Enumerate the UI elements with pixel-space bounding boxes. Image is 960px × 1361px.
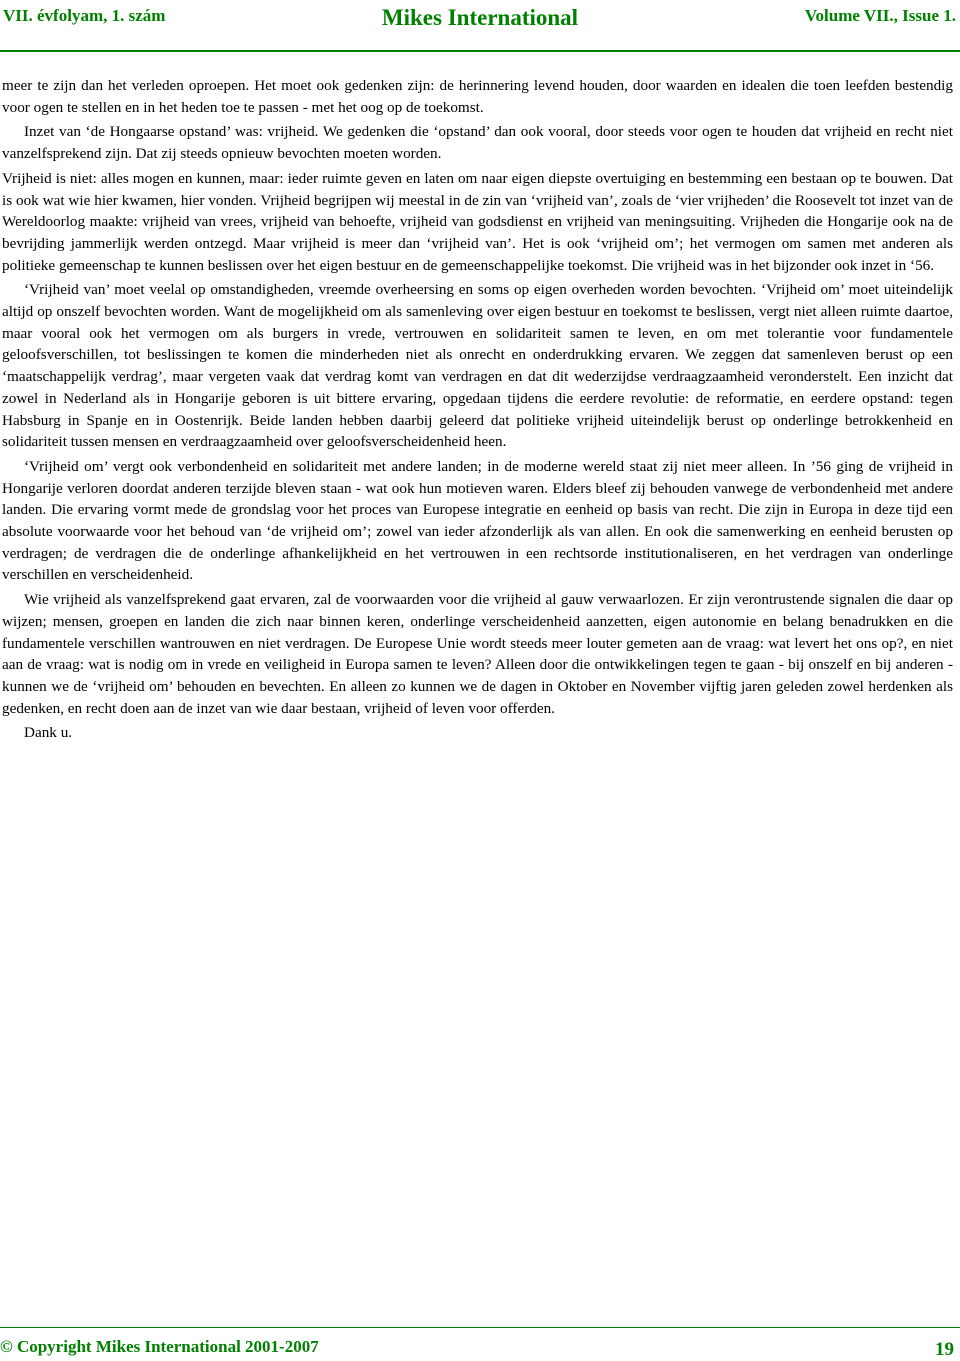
header-journal-title: Mikes International bbox=[381, 5, 579, 30]
footer-divider bbox=[0, 1327, 960, 1328]
closing-line: Dank u. bbox=[24, 724, 73, 742]
article-body bbox=[2, 75, 953, 747]
paragraph: Inzet van ‘de Hongaarse opstand’ was: vrijheid. We gedenken die ‘opstand’ dan ook vooral, door steeds voor ogen te houden dat vrijheid en recht niet vanzelfsprekend zijn. Dat zij steeds opnieuw bevochten moeten worden. bbox=[2, 123, 953, 163]
paragraph: ‘Vrijheid om’ vergt ook verbondenheid en solidariteit met andere landen; in de moderne wereld staat zij niet meer alleen. In ’56 ging de vrijheid in Hongarije verloren doordat anderen terzijde bleven staan - wat ook hun motieven waren. Elders bleef zij behouden vanwege de verbondenheid met andere landen. Die ervaring vormt mede de grondslag voor het proces van Europese integratie en eenheid op basis van recht. Die zijn in Europa in deze tijd een absolute voorwaarde voor het behoud van ‘de vrijheid om’; zowel van ieder afzonderlijk als van allen. En ook die samenwerking en eenheid berusten op verdragen; de verdragen die de onderlinge afhankelijkheid en het vertrouwen in een rechtsorde institutionaliseren, en het verdragen van onderlinge verschillen en verscheidenheid. bbox=[2, 457, 953, 584]
header-volume-english: Volume VII., Issue 1. bbox=[804, 6, 956, 25]
header-volume-hungarian: VII. évfolyam, 1. szám bbox=[3, 6, 166, 25]
footer-copyright: © Copyright Mikes International 2001-2007 bbox=[0, 1337, 319, 1356]
paragraph: meer te zijn dan het verleden oproepen. Het moet ook gedenken zijn: de herinnering levend houden, door waarden en idealen die toen leefden bestendig voor ogen te stellen en in het heden toe te passen - met het oog op de toekomst. bbox=[2, 77, 953, 116]
page-header bbox=[0, 0, 960, 44]
header-divider bbox=[0, 50, 960, 52]
paragraph: Wie vrijheid als vanzelfsprekend gaat ervaren, zal de voorwaarden voor die vrijheid al gauw verwaarlozen. Er zijn verontrustende signalen die daar op wijzen; mensen, groepen en landen die zich naar binnen keren, onderlinge verscheidenheid aanzetten, eigen autonomie en belang benadrukken en die fundamentele verschillen wantrouwen en niet verdragen. De Europese Unie wordt steeds meer louter gemeten aan de vraag: wat levert het ons op?, en niet aan de vraag: wat is nodig om in vrede en veiligheid in Europa samen te leven? Alleen door die ontwikkelingen tegen te gaan - bij onszelf en bij anderen - kunnen we de ‘vrijheid om’ behouden en bevechten. En alleen zo kunnen we de dagen in Oktober en November vijftig jaren geleden zowel herdenken als gedenken, en recht doen aan de inzet van wie daar bestaan, vrijheid of leven voor offerden. bbox=[2, 591, 953, 717]
paragraph: Vrijheid is niet: alles mogen en kunnen, maar: ieder ruimte geven en laten om naar eigen diepste overtuiging en bestemming een bestaan op te bouwen. Dat is ook wat wie hier kwamen, hier vonden. Vrijheid begrijpen wij meestal in de zin van ‘vrijheid van’, zoals de ‘vier vrijheden’ die Roosevelt tot inzet van de Wereldoorlog maakte: vrijheid van vrees, vrijheid van behoefte, vrijheid van godsdienst en vrijheid van meningsuiting. Vrijheden die Hongarije ook na de bevrijding jammerlijk werden ontzegd. Maar vrijheid is meer dan ‘vrijheid van’. Het is ook ‘vrijheid om’; het vermogen om samen met anderen als politieke gemeenschap te kunnen beslissen over het eigen bestuur en de gemeenschappelijke toekomst. Die vrijheid was in het bijzonder ook inzet in ‘56. bbox=[2, 169, 953, 274]
page-number: 19 bbox=[935, 1339, 954, 1360]
paragraph: ‘Vrijheid van’ moet veelal op omstandigheden, vreemde overheersing en soms op eigen overheden worden bevochten. ‘Vrijheid om’ moet uiteindelijk altijd op onszelf bevochten worden. Want de mogelijkheid om als samenleving over eigen bestuur en toekomst te beslissen, vergt niet alleen ruimte daartoe, maar vooral ook het vermogen om als burgers in vrede, vertrouwen en solidariteit samen te leven, en om met tolerantie voor fundamentele geloofsverschillen, tot beslissingen te komen die minderheden niet als onrecht en onderdrukking ervaren. We zeggen dat samenleven berust op een ‘maatschappelijk verdrag’, maar vergeten vaak dat verdrag komt van verdragen en dat dit wederzijdse verdraagzaamheid veronderstelt. Een inzicht dat zowel in Nederland als in Hongarije geboren is uit bittere ervaring, opgedaan tijdens die eerdere revolutie: de reformatie, en eerdere opstand: tegen Habsburg in Spanje en in Oostenrijk. Beide landen hebben daarbij geleerd dat politieke vrijheid uiteindelijk berust op onderlinge betrokkenheid en solidariteit tussen mensen en verdraagzaamheid over geloofsverscheidenheid heen. bbox=[2, 281, 953, 451]
